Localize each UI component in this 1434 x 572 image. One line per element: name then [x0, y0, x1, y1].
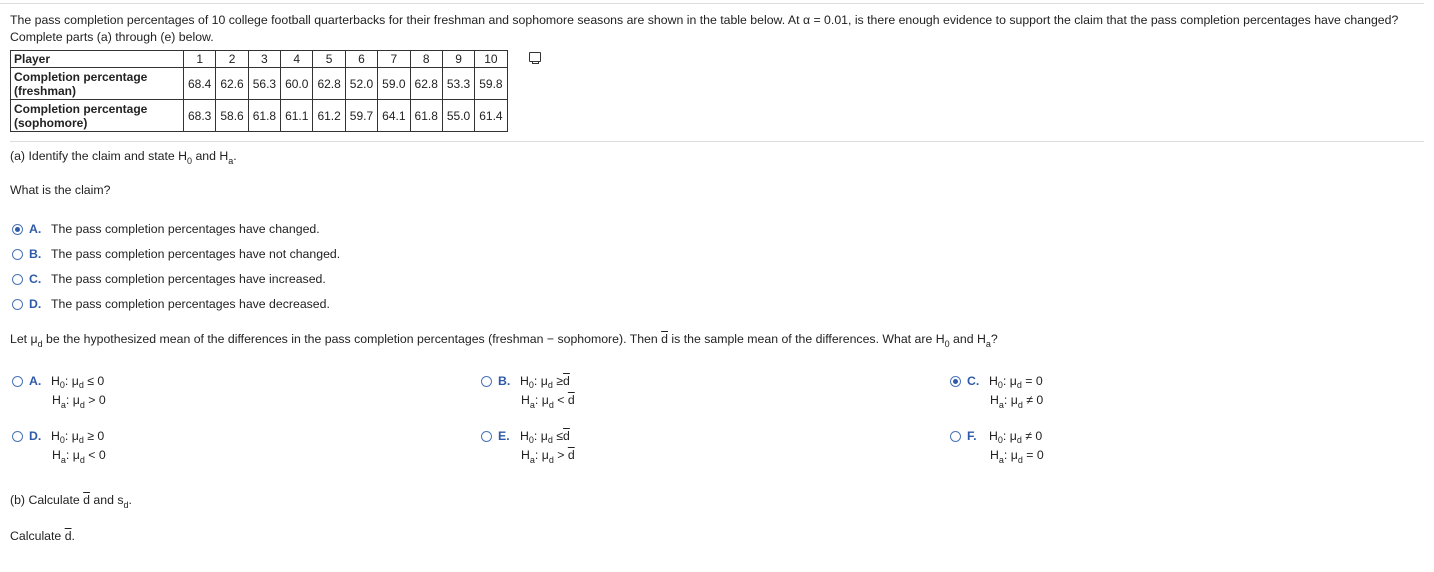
- hypothesis-option-f[interactable]: F. H 0 : μ d ≠ 0 $H_a$: $\mu_d = 0$: [950, 429, 1044, 462]
- part-b-heading: (b) Calculate $\overline{d}$ and $s_d$.: [10, 493, 132, 510]
- radio-button[interactable]: [481, 376, 492, 387]
- table-cell: 60.0: [281, 68, 313, 100]
- table-cell: 55.0: [442, 100, 474, 132]
- table-header-row: [11, 51, 508, 68]
- table-cell: 59.7: [345, 100, 377, 132]
- table-cell: 62.8: [313, 68, 345, 100]
- player-number: 3: [248, 51, 280, 68]
- player-number: 1: [184, 51, 216, 68]
- radio-button-selected[interactable]: [950, 376, 961, 387]
- table-cell: 64.1: [378, 100, 410, 132]
- table-cell: 62.8: [410, 68, 442, 100]
- row-label: Completion percentage (freshman): [11, 68, 184, 100]
- calculate-dbar-prompt: Calculate $\overline{d}$.: [10, 529, 75, 543]
- radio-button[interactable]: [12, 431, 23, 442]
- table-cell: 61.1: [281, 100, 313, 132]
- player-number: 2: [216, 51, 248, 68]
- top-divider: [0, 3, 1424, 4]
- claim-option-a[interactable]: A. The pass completion percentages have changed.: [12, 222, 320, 236]
- player-number: 10: [475, 51, 507, 68]
- table-cell: 52.0: [345, 68, 377, 100]
- table-cell: 61.2: [313, 100, 345, 132]
- player-number: 4: [281, 51, 313, 68]
- claim-option-d[interactable]: D. The pass completion percentages have decreased.: [12, 297, 330, 311]
- player-number: 8: [410, 51, 442, 68]
- table-cell: 61.4: [475, 100, 507, 132]
- player-header: Player: [11, 51, 184, 68]
- table-cell: 68.3: [184, 100, 216, 132]
- claim-question: What is the claim?: [10, 183, 111, 197]
- copy-table-icon[interactable]: [529, 52, 541, 62]
- claim-option-b[interactable]: B. The pass completion percentages have not changed.: [12, 247, 340, 261]
- table-cell: 56.3: [248, 68, 280, 100]
- hypothesis-option-d[interactable]: D. H 0 : μ d ≥ 0 $H_a$: $\mu_d < 0$: [12, 429, 106, 462]
- hypothesis-prompt: Let $\mu_d$ be the hypothesized mean of the differences in the pass completion percentages (freshman − sophomore). Then $\overline{d}$ is the sample mean of the differences. What are $H_0$ and $H_a$?: [10, 332, 998, 349]
- table-row-freshman: [11, 68, 508, 100]
- claim-option-c[interactable]: C. The pass completion percentages have increased.: [12, 272, 326, 286]
- player-number: 7: [378, 51, 410, 68]
- radio-button[interactable]: [12, 299, 23, 310]
- table-cell: 62.6: [216, 68, 248, 100]
- table-cell: 58.6: [216, 100, 248, 132]
- table-row-sophomore: [11, 100, 508, 132]
- hypothesis-option-b[interactable]: B. H 0 : μ d ≥ $\overline{d}$ $H_a$: $\mu_d < \overline{d}$: [481, 374, 575, 407]
- radio-button[interactable]: [950, 431, 961, 442]
- radio-button[interactable]: [12, 249, 23, 260]
- player-number: 5: [313, 51, 345, 68]
- table-cell: 53.3: [442, 68, 474, 100]
- hypothesis-option-c[interactable]: C. H 0 : μ d = 0 $H_a$: $\mu_d \ne 0$: [950, 374, 1043, 407]
- table-cell: 61.8: [248, 100, 280, 132]
- radio-button[interactable]: [12, 376, 23, 387]
- row-label: Completion percentage (sophomore): [11, 100, 184, 132]
- hypothesis-option-e[interactable]: E. H 0 : μ d ≤ $\overline{d}$ $H_a$: $\mu_d > \overline{d}$: [481, 429, 575, 462]
- radio-button[interactable]: [12, 274, 23, 285]
- table-cell: 59.8: [475, 68, 507, 100]
- radio-button-selected[interactable]: [12, 224, 23, 235]
- player-number: 6: [345, 51, 377, 68]
- player-number: 9: [442, 51, 474, 68]
- hypothesis-option-a[interactable]: A. H 0 : μ d ≤ 0 $H_a$: $\mu_d > 0$: [12, 374, 106, 407]
- part-a-heading: (a) Identify the claim and state $H_0$ and $H_a$.: [10, 149, 237, 166]
- section-divider: [10, 141, 1424, 142]
- radio-button[interactable]: [481, 431, 492, 442]
- table-cell: 59.0: [378, 68, 410, 100]
- table-cell: 68.4: [184, 68, 216, 100]
- data-table: [10, 50, 508, 132]
- table-cell: 61.8: [410, 100, 442, 132]
- problem-intro: The pass completion percentages of 10 college football quarterbacks for their freshman and sophomore seasons are shown in the table below. At α = 0.01, is there enough evidence to support the claim that the pass completion percentages have changed? Complete parts (a) through (e) below.: [10, 13, 1399, 44]
